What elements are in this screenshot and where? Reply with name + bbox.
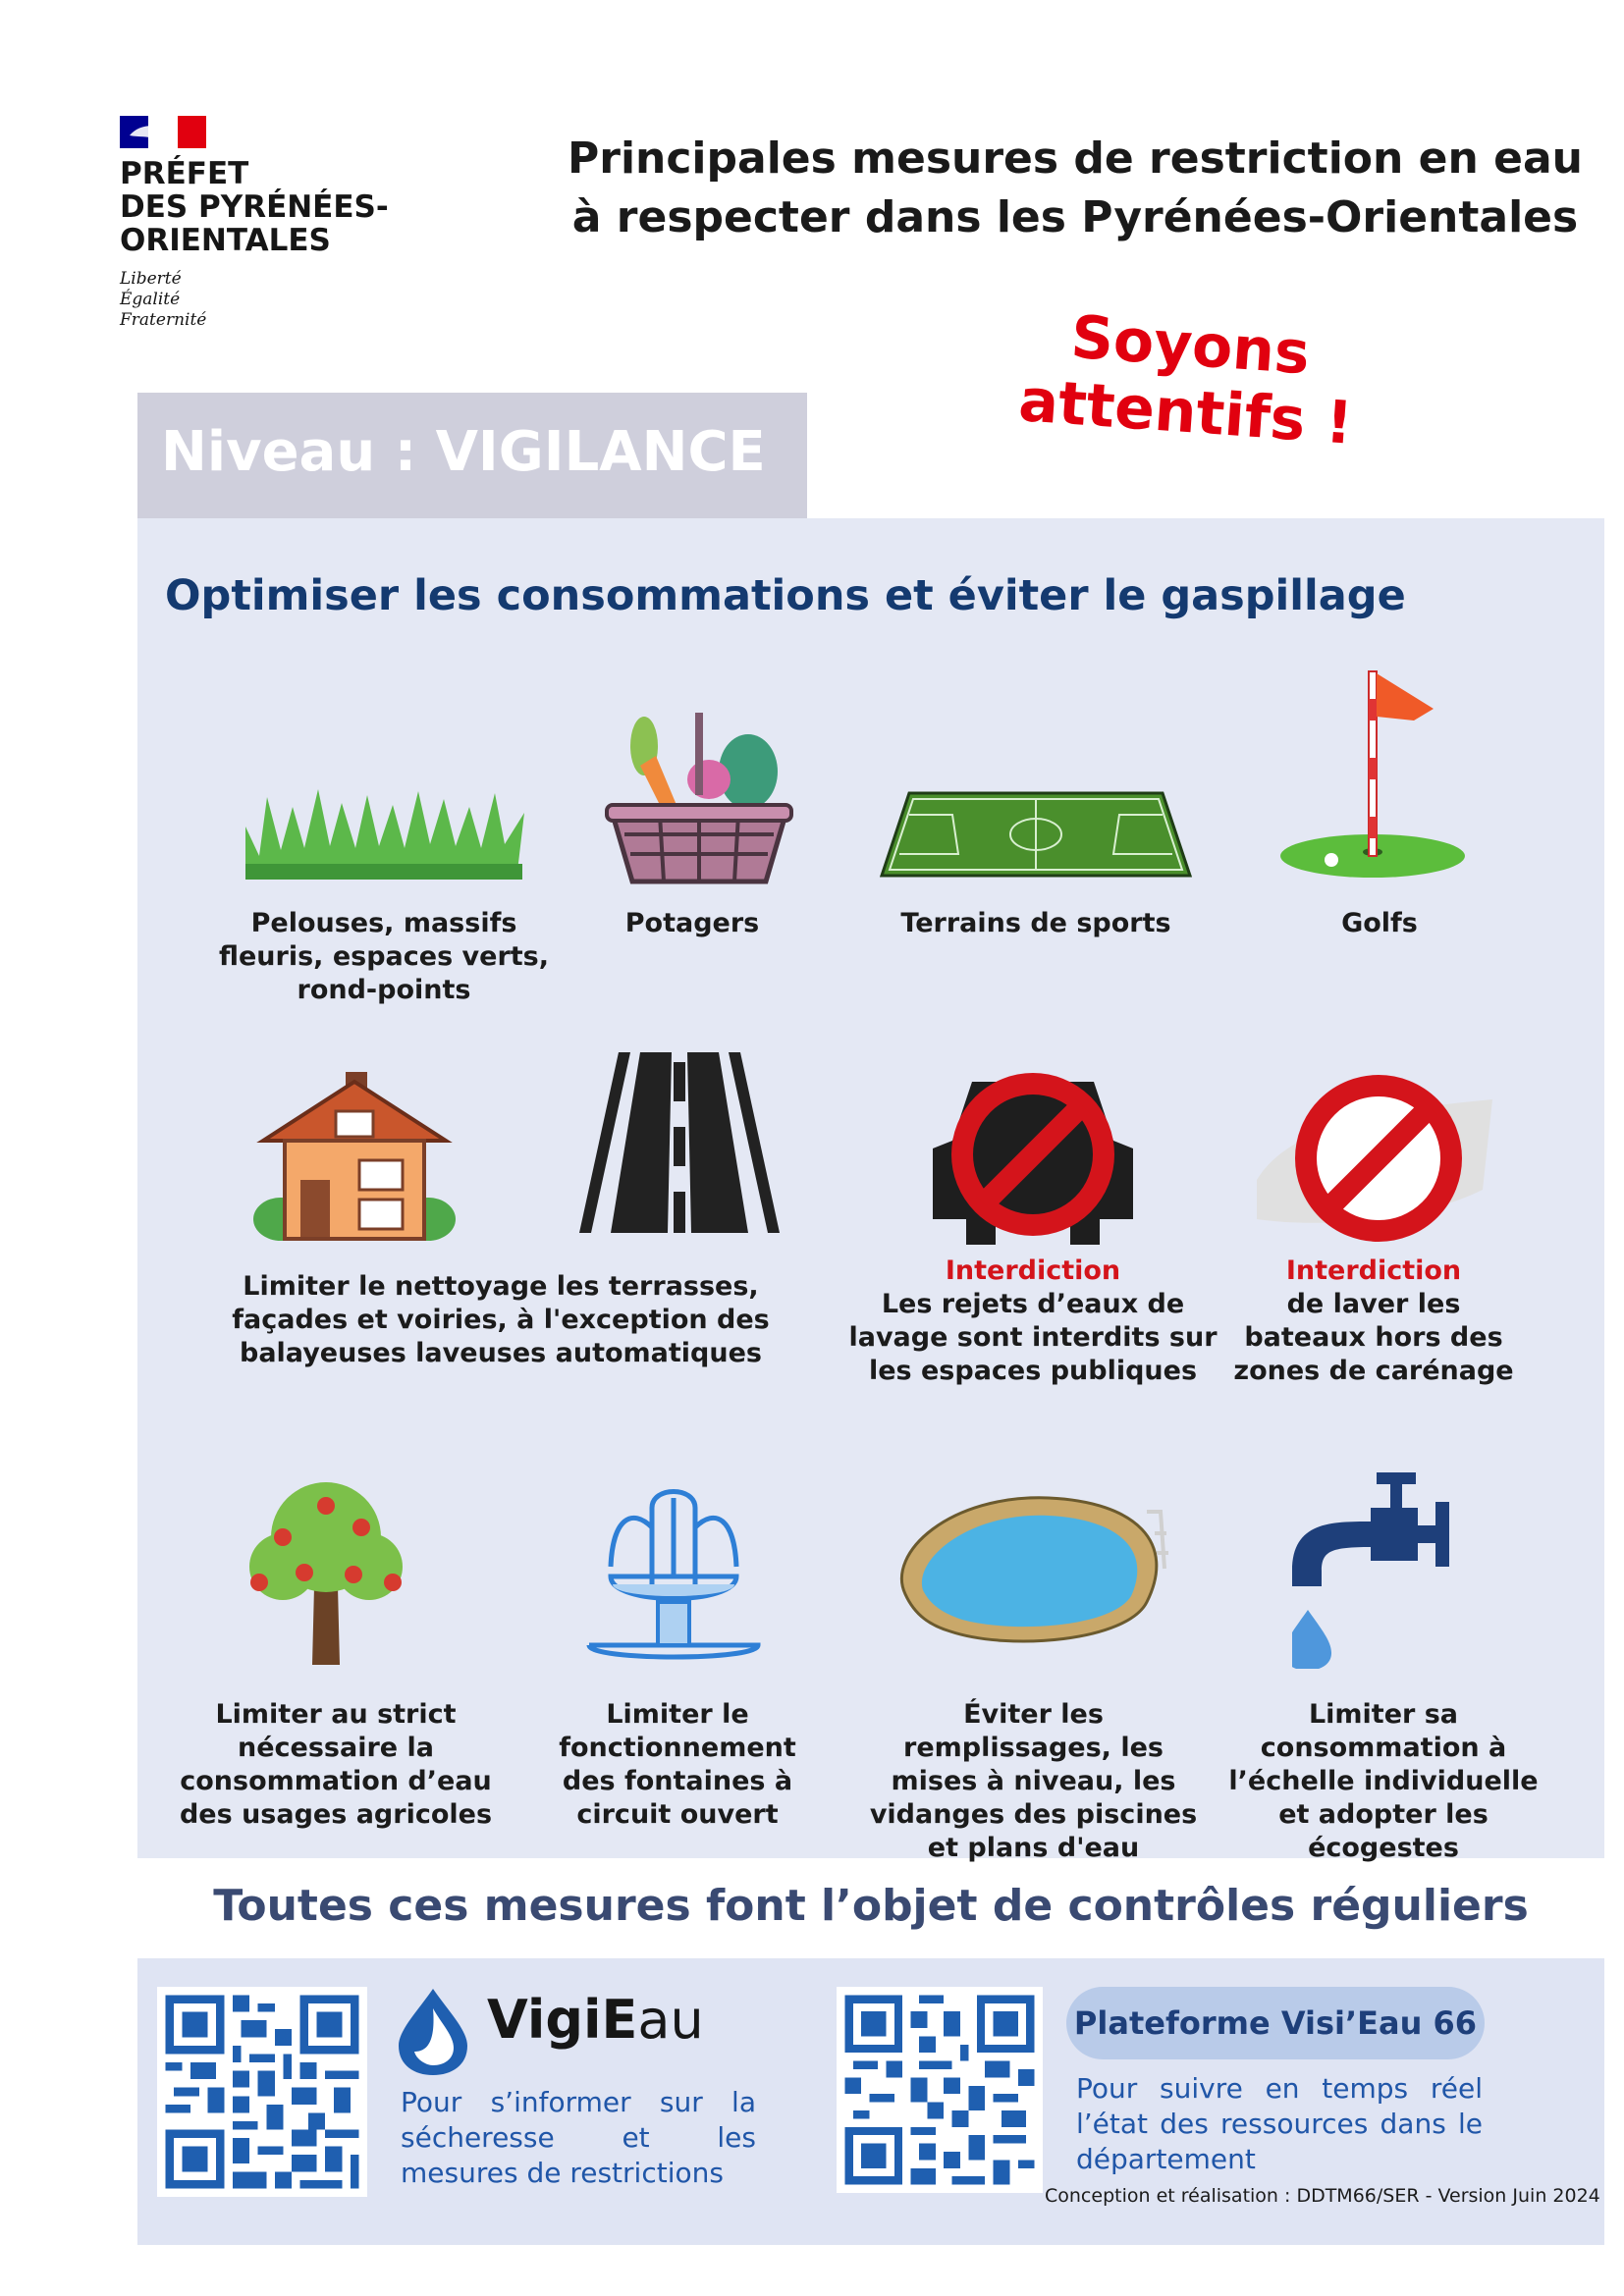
sports-field-icon	[880, 791, 1192, 878]
fountain-icon	[583, 1478, 764, 1665]
page-title: Principales mesures de restriction en eau à respecter dans les Pyrénées-Orientales	[568, 133, 1583, 242]
marianne-logo	[120, 116, 206, 148]
measure-caption: Potagers	[624, 908, 760, 938]
golf-flag-icon	[1278, 669, 1467, 881]
measure-caption: Limiter le fonctionnement des fontaines à circuit ouvert	[559, 1699, 796, 1830]
no-boat-icon	[1247, 1072, 1504, 1245]
prefet-name: PRÉFET DES PYRÉNÉES- ORIENTALES	[120, 156, 389, 258]
measure-caption: Pelouses, massifs fleuris, espaces verts, rond-points	[218, 908, 550, 1005]
visieau-description: Pour suivre en temps réel l’état des ressources dans le département	[1076, 2072, 1483, 2175]
measure-caption	[837, 1255, 1229, 1388]
measure-caption-text: Les rejets d’eaux de lavage sont interdits sur les espaces publiques	[848, 1289, 1218, 1386]
measure-caption: Limiter sa consommation à l’échelle individuelle et adopter les écogestes	[1228, 1699, 1539, 1863]
vigieau-description: Pour s’informer sur la sécheresse et les mesures de restrictions	[401, 2086, 756, 2189]
credits: Conception et réalisation : DDTM66/SER - Version Juin 2024	[1045, 2185, 1600, 2207]
section-title: Optimiser les consommations et éviter le gaspillage	[165, 571, 1406, 620]
vigieau-logo-icon	[397, 1987, 469, 2077]
water-tap-icon	[1292, 1472, 1459, 1669]
no-car-icon	[933, 1072, 1133, 1245]
grass-icon	[242, 777, 526, 881]
vegetable-basket-icon	[601, 707, 797, 889]
visieau-qr-code[interactable]	[837, 1987, 1043, 2193]
measure-caption: Éviter les remplissages, les mises à niveau, les vidanges des piscines et plans d'eau	[869, 1699, 1198, 1863]
devise: Liberté Égalité Fraternité	[120, 269, 207, 330]
road-icon	[579, 1052, 780, 1233]
vigieau-name-light: au	[637, 1989, 704, 2051]
measure-caption	[1231, 1255, 1516, 1388]
measure-caption: Limiter au strict nécessaire la consommation d’eau des usages agricoles	[179, 1699, 493, 1830]
visieau-platform-label[interactable]: Plateforme Visi’Eau 66	[1066, 1987, 1485, 2059]
measure-caption: Limiter le nettoyage les terrasses, façades et voiries, à l'exception des balayeuses laveuses automatiques	[232, 1271, 770, 1368]
slogan: Soyons attentifs !	[1016, 302, 1355, 458]
vigieau-name-bold: VigiE	[487, 1989, 638, 2051]
interdiction-label: Interdiction	[1285, 1255, 1462, 1286]
vigieau-brand	[487, 1989, 704, 2051]
interdiction-label: Interdiction	[945, 1255, 1121, 1286]
measure-caption: Terrains de sports	[900, 908, 1171, 938]
pool-icon	[892, 1484, 1184, 1651]
vigieau-qr-code[interactable]	[157, 1987, 367, 2197]
house-icon	[251, 1072, 458, 1245]
level-label: Niveau : VIGILANCE	[161, 420, 766, 484]
measure-caption: Golfs	[1341, 908, 1418, 938]
apple-tree-icon	[244, 1478, 408, 1665]
measure-caption-text: de laver les bateaux hors des zones de carénage	[1233, 1289, 1514, 1386]
controls-notice: Toutes ces mesures font l’objet de contrôles réguliers	[213, 1881, 1529, 1931]
